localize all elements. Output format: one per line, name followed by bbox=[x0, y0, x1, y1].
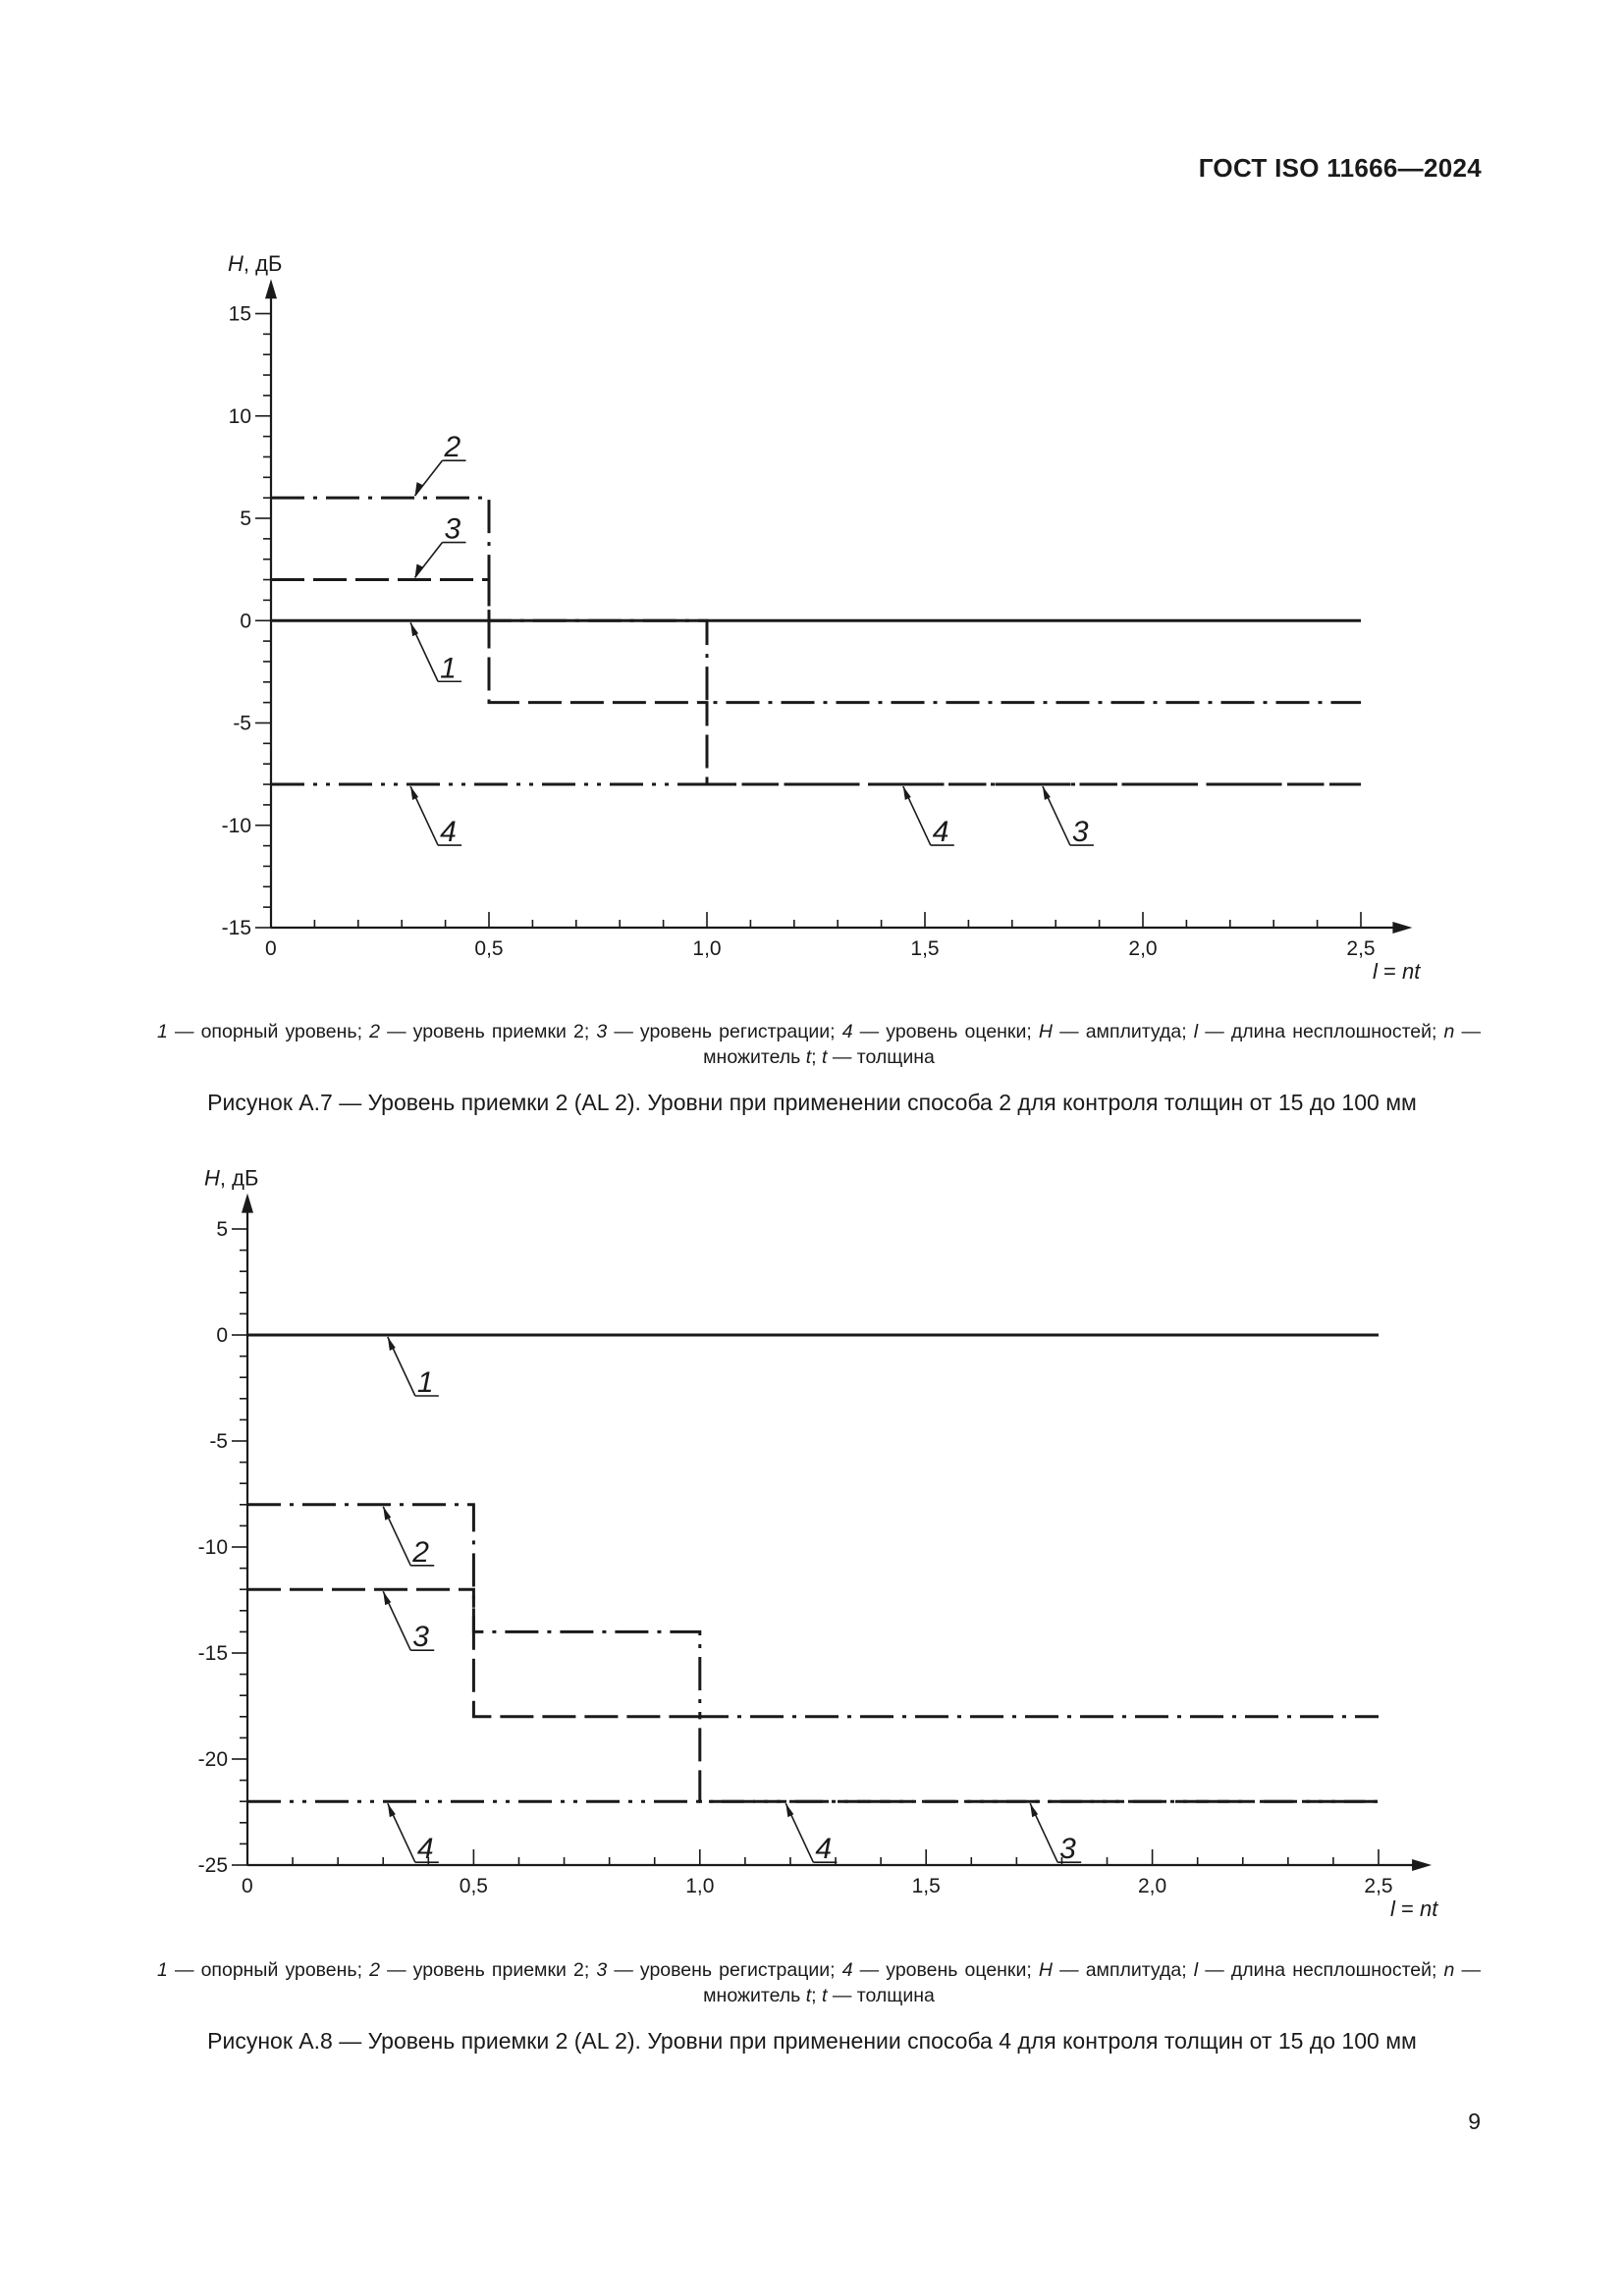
x-axis-label-equals: = bbox=[1377, 959, 1402, 984]
y-axis-label-variable: H bbox=[228, 251, 244, 277]
y-tick-label: 15 bbox=[228, 302, 251, 326]
y-axis-label bbox=[204, 1166, 258, 1191]
legend-text: — амплитуда; bbox=[1052, 1959, 1194, 1981]
x-axis-label-equals: = bbox=[1394, 1896, 1420, 1921]
legend-text: — уровень приемки 2; bbox=[379, 1959, 597, 1981]
x-axis-label bbox=[1373, 959, 1421, 984]
legend-text: — опорный уровень; bbox=[167, 1959, 370, 1981]
x-tick-label: 0 bbox=[265, 937, 277, 960]
legend-key: 4 bbox=[841, 1021, 853, 1042]
legend-key: t bbox=[805, 1985, 812, 2006]
annotation-label: 1 bbox=[440, 652, 457, 685]
annotation-arrowhead bbox=[415, 564, 423, 578]
y-axis-label-unit: , дБ bbox=[219, 1165, 259, 1191]
y-tick-label: 10 bbox=[228, 404, 251, 428]
y-tick-label: -10 bbox=[221, 814, 251, 837]
y-tick-label: -15 bbox=[221, 917, 251, 939]
annotation-label: 4 bbox=[416, 1833, 434, 1866]
y-tick-label: -5 bbox=[209, 1430, 228, 1453]
legend-key: 2 bbox=[369, 1021, 380, 1042]
figure-a7-chart bbox=[0, 218, 1624, 1013]
x-tick-label: 0,5 bbox=[474, 937, 504, 960]
y-tick-label: -25 bbox=[197, 1854, 228, 1877]
legend-text: — длина несплошностей; bbox=[1198, 1021, 1444, 1042]
legend-text: — уровень регистрации; bbox=[607, 1021, 842, 1042]
legend-text: — толщина bbox=[827, 1985, 935, 2006]
x-axis-label-product: nt bbox=[1419, 1896, 1438, 1921]
legend-text: — уровень регистрации; bbox=[607, 1959, 842, 1981]
y-tick-label: -20 bbox=[197, 1748, 228, 1771]
legend-text: — длина несплошностей; bbox=[1198, 1959, 1444, 1981]
legend-key: 2 bbox=[369, 1959, 380, 1981]
y-tick-label: 0 bbox=[216, 1324, 228, 1347]
x-axis-label-variable: l bbox=[1390, 1896, 1395, 1921]
annotation-label: 3 bbox=[412, 1621, 429, 1654]
page-number: 9 bbox=[1468, 2109, 1481, 2134]
x-tick-label: 1,0 bbox=[692, 937, 722, 960]
y-axis-label bbox=[228, 251, 282, 276]
y-axis-arrow bbox=[265, 279, 277, 298]
annotation-arrowhead bbox=[903, 786, 911, 800]
legend-text: — уровень оценки; bbox=[852, 1021, 1039, 1042]
legend-key: 1 bbox=[157, 1021, 168, 1042]
legend-key: t bbox=[805, 1046, 812, 1068]
y-axis-label-unit: , дБ bbox=[243, 251, 283, 277]
legend-text: — опорный уровень; bbox=[167, 1021, 370, 1042]
annotation-label: 4 bbox=[815, 1833, 833, 1866]
x-tick-label: 2,5 bbox=[1364, 1875, 1393, 1897]
annotation-arrowhead bbox=[410, 622, 418, 636]
figure-a7-legend bbox=[157, 1019, 1481, 1070]
annotation-leader bbox=[415, 543, 443, 578]
legend-text: — толщина bbox=[827, 1046, 935, 1068]
annotation-arrowhead bbox=[785, 1803, 793, 1817]
annotation-arrowhead bbox=[388, 1337, 396, 1351]
annotation-label: 3 bbox=[444, 512, 461, 546]
legend-text: ; bbox=[811, 1046, 823, 1068]
legend-text: — амплитуда; bbox=[1052, 1021, 1194, 1042]
legend-key: n bbox=[1443, 1959, 1455, 1981]
x-axis-arrow bbox=[1412, 1859, 1432, 1871]
legend-text: ; bbox=[811, 1985, 823, 2006]
series-line-2 bbox=[271, 498, 1361, 702]
x-tick-label: 1,0 bbox=[685, 1875, 715, 1897]
legend-text: — множитель bbox=[703, 1021, 1482, 1068]
x-tick-label: 2,5 bbox=[1346, 937, 1376, 960]
annotation-label: 3 bbox=[1071, 816, 1089, 849]
x-axis-arrow bbox=[1392, 922, 1412, 934]
x-tick-label: 0,5 bbox=[459, 1875, 489, 1897]
annotation-arrowhead bbox=[383, 1507, 391, 1521]
annotation-arrowhead bbox=[415, 482, 423, 496]
annotation-arrowhead bbox=[1043, 786, 1051, 800]
y-axis-label-variable: H bbox=[204, 1165, 220, 1191]
annotation-label: 2 bbox=[444, 431, 461, 464]
legend-key: H bbox=[1038, 1959, 1053, 1981]
legend-key: H bbox=[1038, 1021, 1053, 1042]
legend-key: 4 bbox=[841, 1959, 853, 1981]
x-tick-label: 1,5 bbox=[911, 1875, 941, 1897]
y-axis-arrow bbox=[242, 1194, 253, 1213]
x-tick-label: 1,5 bbox=[910, 937, 940, 960]
annotation-leader bbox=[415, 460, 443, 496]
legend-text: — уровень оценки; bbox=[852, 1959, 1039, 1981]
x-tick-label: 2,0 bbox=[1128, 937, 1158, 960]
x-axis-label-variable: l bbox=[1373, 959, 1378, 984]
x-axis-label bbox=[1390, 1896, 1438, 1921]
figure-a7-caption: Рисунок А.7 — Уровень приемки 2 (AL 2). Уровни при применении способа 2 для контроля толщин от 15 до 100 мм bbox=[207, 1090, 1417, 1115]
y-tick-label: -5 bbox=[233, 712, 251, 735]
y-tick-label: 0 bbox=[240, 610, 251, 633]
legend-key: 3 bbox=[596, 1959, 608, 1981]
y-tick-label: -15 bbox=[197, 1642, 228, 1665]
annotation-label: 2 bbox=[412, 1535, 429, 1569]
y-tick-label: 5 bbox=[216, 1218, 228, 1241]
annotation-arrowhead bbox=[388, 1803, 396, 1817]
annotation-label: 4 bbox=[932, 816, 949, 849]
document-header: ГОСТ ISO 11666—2024 bbox=[1198, 153, 1482, 183]
series-line-3 bbox=[271, 580, 1361, 785]
legend-text: — множитель bbox=[703, 1959, 1482, 2006]
x-tick-label: 0 bbox=[242, 1875, 253, 1897]
annotation-arrowhead bbox=[410, 786, 418, 800]
legend-key: n bbox=[1443, 1021, 1455, 1042]
legend-key: l bbox=[1193, 1959, 1199, 1981]
legend-key: t bbox=[822, 1046, 828, 1068]
legend-text: — уровень приемки 2; bbox=[379, 1021, 597, 1042]
x-axis-label-product: nt bbox=[1401, 959, 1421, 984]
figure-a8-caption: Рисунок А.8 — Уровень приемки 2 (AL 2). Уровни при применении способа 4 для контроля толщин от 15 до 100 мм bbox=[207, 2028, 1417, 2054]
legend-key: 1 bbox=[157, 1959, 168, 1981]
legend-key: 3 bbox=[596, 1021, 608, 1042]
annotation-label: 3 bbox=[1059, 1833, 1076, 1866]
annotation-arrowhead bbox=[1030, 1803, 1038, 1817]
y-tick-label: 5 bbox=[240, 507, 251, 530]
x-tick-label: 2,0 bbox=[1137, 1875, 1167, 1897]
annotation-arrowhead bbox=[383, 1591, 391, 1605]
y-tick-label: -10 bbox=[197, 1536, 228, 1559]
figure-a8-legend bbox=[157, 1957, 1481, 2008]
annotation-label: 1 bbox=[416, 1366, 434, 1399]
figure-a8-chart bbox=[0, 1129, 1624, 1934]
legend-key: l bbox=[1193, 1021, 1199, 1042]
annotation-label: 4 bbox=[440, 816, 457, 849]
legend-key: t bbox=[822, 1985, 828, 2006]
